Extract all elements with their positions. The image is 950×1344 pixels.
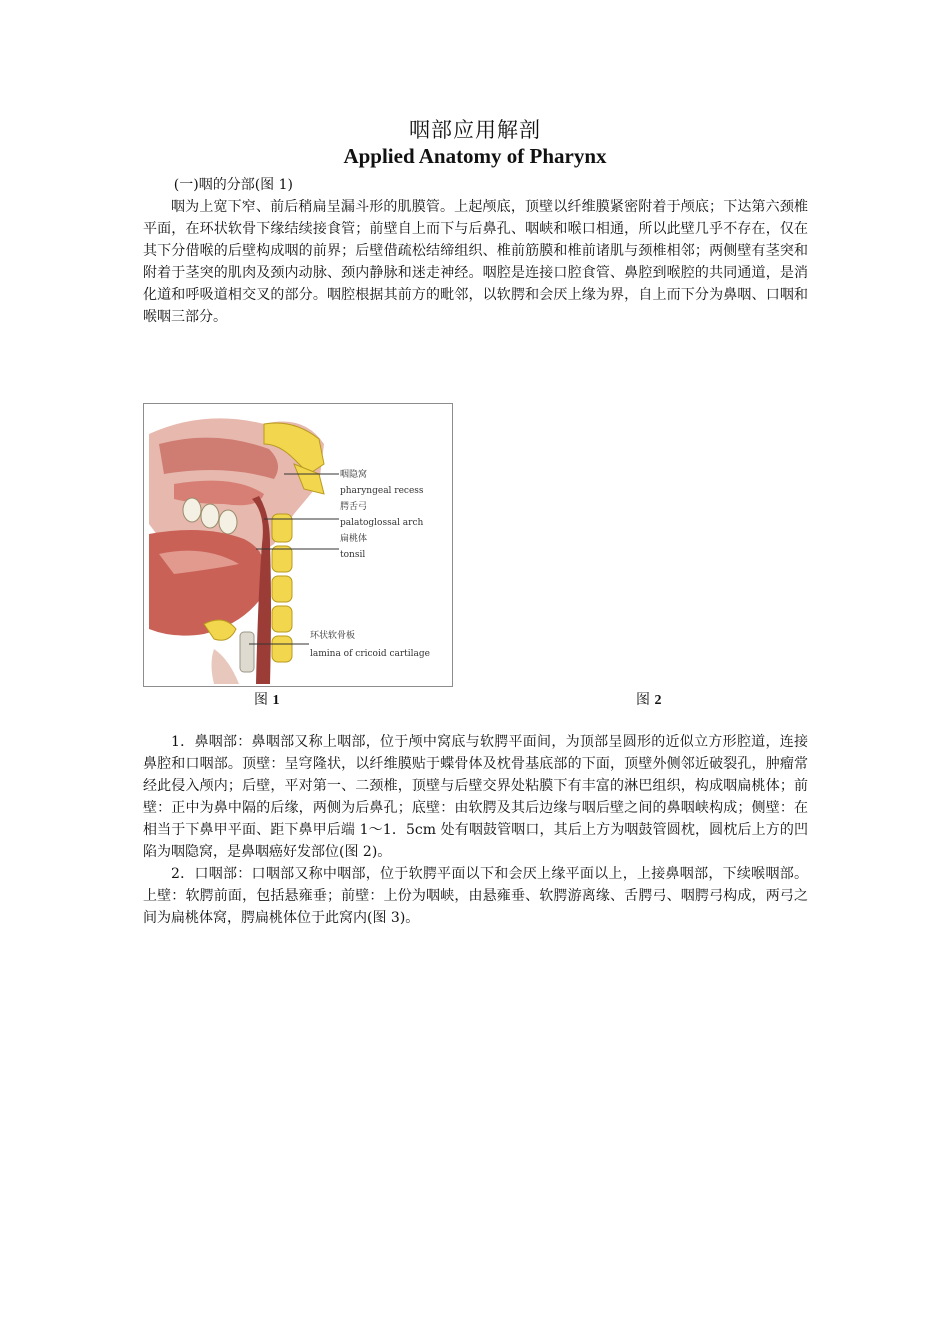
vertebra-c4 xyxy=(272,576,292,602)
title-chinese: 咽部应用解剖 xyxy=(409,118,541,142)
vertebra-c2 xyxy=(272,514,292,542)
figure-1-anatomy-illustration xyxy=(143,403,453,687)
section-pharynx-parts xyxy=(143,731,808,929)
vertebra-c3 xyxy=(272,546,292,572)
figure-1-caption xyxy=(254,689,279,709)
larynx-tissue xyxy=(212,649,240,684)
vertebra-c6 xyxy=(272,636,292,662)
vertebra-c5 xyxy=(272,606,292,632)
label-cricoid-en: lamina of cricoid cartilage xyxy=(310,649,431,659)
label-pharyngeal-recess-en: pharyngeal recess xyxy=(340,486,424,496)
paragraph-pharynx-overview: 咽为上宽下窄、前后稍扁呈漏斗形的肌膜管。上起颅底，顶壁以纤维膜紧密附着于颅底；下达第六颈椎平面，在环状软骨下缘结续接食管；前壁自上而下与后鼻孔、咽峡和喉口相通，所以此壁几乎不存在，仅在其下分借喉的后壁构成咽的前界；后壁借疏松结缔组织、椎前筋膜和椎前诸肌与颈椎相邻；两侧壁有茎突和附着于茎突的肌肉及颈内动脉、颈内静脉和迷走神经。咽腔是连接口腔食管、鼻腔到喉腔的共同通道，是消化道和呼吸道相交叉的部分。咽腔根据其前方的毗邻，以软腭和会厌上缘为界，自上而下分为鼻咽、口咽和喉咽三部分。 xyxy=(143,199,808,325)
label-tonsil-en: tonsil xyxy=(340,550,366,560)
label-pharyngeal-recess-cn: 咽隐窝 xyxy=(340,470,368,480)
caption-prefix: 图 xyxy=(254,692,268,708)
figure-2-caption xyxy=(636,689,661,709)
caption-number: 2 xyxy=(654,693,662,708)
cricoid-cartilage xyxy=(240,632,254,672)
sagittal-section-drawing xyxy=(144,404,452,686)
tooth-upper-1 xyxy=(183,498,201,522)
title-english: Applied Anatomy of Pharynx xyxy=(343,144,607,168)
paragraph-oropharynx: 2．口咽部：口咽部又称中咽部，位于软腭平面以下和会厌上缘平面以上，上接鼻咽部，下续喉咽部。上壁：软腭前面，包括悬雍垂；前壁：上份为咽峡，由悬雍垂、软腭游离缘、舌腭弓、咽腭弓构成，两弓之间为扁桃体窝，腭扁桃体位于此窝内(图 3)。 xyxy=(143,866,808,926)
section-heading: (一)咽的分部(图 1) xyxy=(173,177,294,193)
tooth-upper-3 xyxy=(219,510,237,534)
caption-number: 1 xyxy=(272,693,280,708)
tooth-upper-2 xyxy=(201,504,219,528)
tongue xyxy=(149,530,267,636)
paragraph-nasopharynx: 1．鼻咽部：鼻咽部又称上咽部，位于颅中窝底与软腭平面间，为顶部呈圆形的近似立方形腔道，连接鼻腔和口咽部。顶壁：呈穹隆状，以纤维膜贴于蝶骨体及枕骨基底部的下面，顶壁外侧邻近破裂孔，肿瘤常经此侵入颅内；后壁，平对第一、二颈椎，顶壁与后壁交界处粘膜下有丰富的淋巴组织，构成咽扁桃体；前壁：正中为鼻中隔的后缘，两侧为后鼻孔；底壁：由软腭及其后边缘与咽后壁之间的鼻咽峡构成；侧壁：在相当于下鼻甲平面、距下鼻甲后端 1～1．5cm 处有咽鼓管咽口，其后上方为咽鼓管圆枕，圆枕后上方的凹陷为咽隐窝，是鼻咽癌好发部位(图 2)。 xyxy=(143,734,808,860)
caption-prefix: 图 xyxy=(636,692,650,708)
section-pharynx-divisions xyxy=(143,174,808,328)
label-palatoglossal-arch-en: palatoglossal arch xyxy=(340,518,424,528)
label-palatoglossal-arch-cn: 腭舌弓 xyxy=(340,502,368,512)
label-cricoid-cn: 环状软骨板 xyxy=(310,631,356,641)
label-tonsil-cn: 扁桃体 xyxy=(340,534,368,544)
